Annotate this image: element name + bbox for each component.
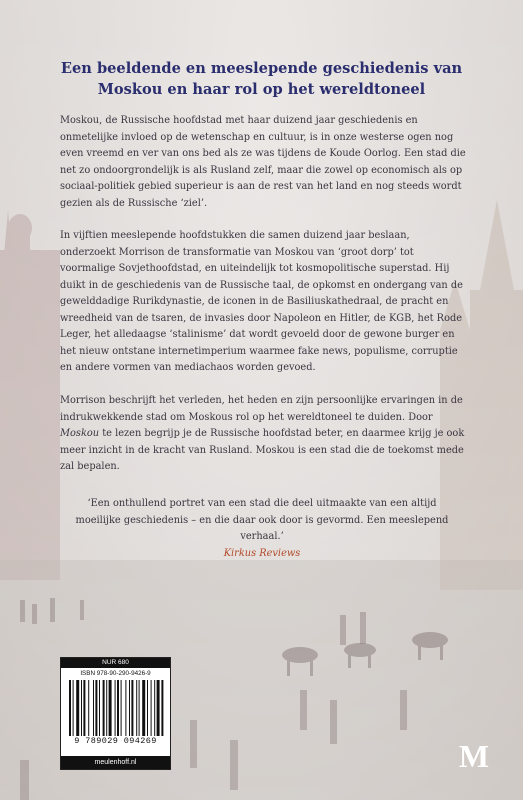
review-quote-text: ‘Een onthullend portret van een stad die deel uitmaakte van een altijd moeilijke geschiedenis – en die daar ook door is gevormd. Een meeslepend verhaal.’ [75, 498, 449, 542]
paragraph-3-part-a: Morrison beschrijft het verleden, het heden en zijn persoonlijke ervaringen in de indrukwekkende stad om Moskous rol op het wereldtoneel te duiden. Door [60, 395, 463, 423]
heading-line-1: Een beeldende en meeslepende geschiedenis van [60, 60, 463, 77]
svg-text:M: M [458, 738, 490, 772]
review-quote [64, 496, 460, 562]
book-title-emphasis: Moskou [60, 428, 100, 439]
heading-line-2: Moskou en haar rol op het wereldtoneel [97, 81, 426, 98]
isbn-number: ISBN 978-90-290-9426-9 [80, 670, 151, 677]
blurb-paragraph-2: In vijftien meeslepende hoofdstukken die samen duizend jaar beslaan, onderzoekt Morrison de transformatie van Moskou van ‘groot dorp’ tot voormalige Sovjethoofdstad, en uiteindelijk tot kosmopolitische superstad. Hij duikt in de geschiedenis van de Russische taal, de opkomst en ondergang van de gewelddadige Rurikdynastie, de iconen in de Basiliuskathedraal, de pracht en wreedheid van de tsaren, de invasies door Napoleon en Hitler, de KGB, het Rode Leger, het alledaagse ‘stalinisme’ dat wordt gevoeld door de gewone burger en het nieuw ontstane internetimperium waarmee fake news, populisme, corruptie en andere vormen van mediachaos worden gevoed. [60, 230, 463, 373]
meulenhoff-logo [456, 738, 492, 772]
back-cover-heading [40, 58, 483, 100]
ean-digits: 9 789029 094269 [74, 736, 157, 746]
review-quote-source: Kirkus Reviews [223, 547, 301, 559]
barcode-panel [60, 657, 171, 770]
nur-code: NUR 680 [61, 658, 170, 668]
paragraph-3-part-b: te lezen begrijp je de Russische hoofdstad beter, en daarmee krijg je ook meer inzicht in de kracht van Rusland. Moskou is een stad die de toekomst mede zal bepalen. [60, 428, 465, 472]
blurb-paragraph-1: Moskou, de Russische hoofdstad met haar duizend jaar geschiedenis en onmetelijke invloed op de wetenschap en cultuur, is in onze westerse ogen nog even vreemd en ver van ons bed als ze was tijdens de Koude Oorlog. Een stad die net zo ondoorgrondelijk is als Rusland zelf, maar die zowel op economisch als op sociaal-politiek gebied superieur is aan de rest van het land en nog steeds wordt gezien als de Russische ‘ziel’. [60, 115, 466, 209]
barcode-bars [69, 680, 164, 736]
blurb-paragraph-3 [60, 393, 468, 476]
publisher-website: meulenhoff.nl [61, 756, 170, 769]
